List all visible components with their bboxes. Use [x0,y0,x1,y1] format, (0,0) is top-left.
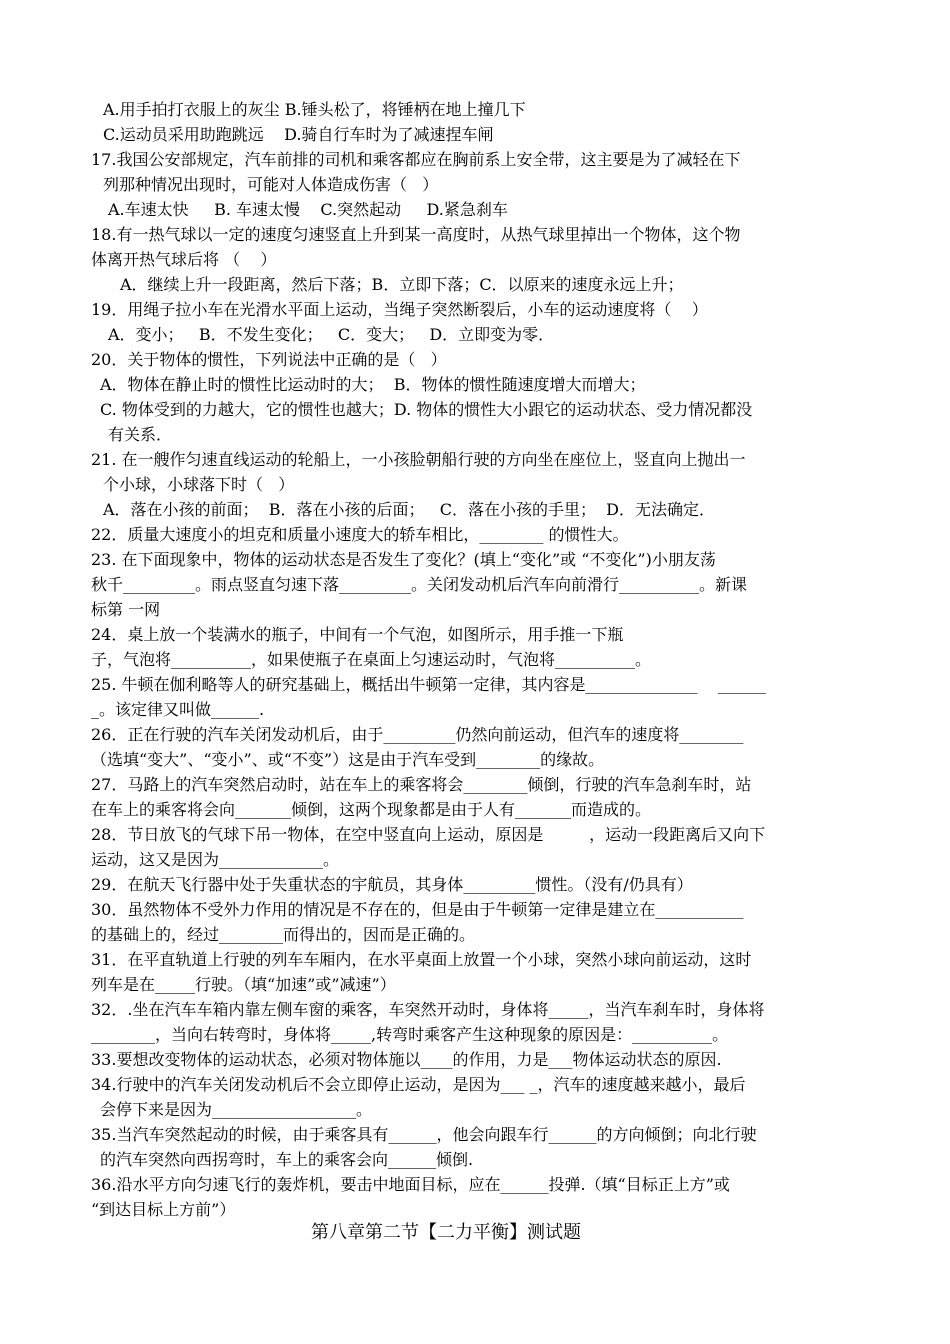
question-29: 29．在航天飞行器中处于失重状态的宇航员，其身体_________惯性。（没有/仍具有） [91,875,693,894]
options-line: A．变小； B．不发生变化； C．变大； D．立即变为零． [108,325,555,344]
text-line: 运动，这又是因为_____________。 [91,850,340,869]
section-title: 第八章第二节【二力平衡】测试题 [311,1222,581,1243]
options-line: C. 物体受到的力越大，它的惯性也越大；D. 物体的惯性大小跟它的运动状态、受力情况都没 [100,400,753,419]
text-line: 在车上的乘客将会向_______倾倒，这两个现象都是由于人有_______而造成的。 [91,800,652,819]
text-line: 列那种情况出现时，可能对人体造成伤害（ ） [103,175,439,194]
text-line: 子，气泡将__________，如果使瓶子在桌面上匀速运动时，气泡将__________。 [91,650,652,669]
question-28: 28．节日放飞的气球下吊一物体，在空中竖直向上运动，原因是 ，运动一段距离后又向下 [91,825,766,844]
question-35: 35.当汽车突然起动的时候，由于乘客具有______，他会向跟车行______的方向倾倒；向北行驶 [91,1125,757,1144]
text-line: 的汽车突然向西拐弯时，车上的乘客会向______倾倒. [100,1150,474,1169]
text-line: 会停下来是因为__________________。 [100,1100,373,1119]
text-line: （选填“变大”、“变小”、或“不变”）这是由于汽车受到________的缘故。 [91,750,605,769]
text-line: “到达目标上方前”） [91,1200,236,1219]
question-22: 22．质量大速度小的坦克和质量小速度大的轿车相比，________ 的惯性大。 [91,525,629,544]
question-26: 26．正在行驶的汽车关闭发动机后，由于_________仍然向前运动，但汽车的速度将________ [91,725,744,744]
question-17: 17.我国公安部规定，汽车前排的司机和乘客都应在胸前系上安全带，这主要是为了减轻在下 [91,150,741,169]
text-line: 有关系． [108,425,173,444]
question-25: 25. 牛顿在伽利略等人的研究基础上，概括出牛顿第一定律，其内容是______________ ______ [91,675,766,694]
text-line: _。该定律又叫做______. [91,700,265,719]
question-34: 34.行驶中的汽车关闭发动机后不会立即停止运动，是因为___ _，汽车的速度越来越小，最后 [91,1075,746,1094]
text-line: 秋千_________。雨点竖直匀速下落_________。关闭发动机后汽车向前滑行__________。新课 [91,575,748,594]
options-line: A.车速太快 B. 车速太慢 C.突然起动 D.紧急刹车 [108,200,508,219]
question-18: 18.有一热气球以一定的速度匀速竖直上升到某一高度时，从热气球里掉出一个物体，这个物 [91,225,741,244]
question-20: 20．关于物体的惯性，下列说法中正确的是（ ） [91,350,447,369]
question-30: 30．虽然物体不受外力作用的情况是不存在的，但是由于牛顿第一定律是建立在___________ [91,900,744,919]
question-36: 36.沿水平方向匀速飞行的轰炸机，要击中地面目标，应在______投弹.（填“目标正上方”或 [91,1175,730,1194]
text-line: ________，当向右转弯时，身体将_____,转弯时乘客产生这种现象的原因是：__________。 [91,1025,729,1044]
question-32: 32．.坐在汽车车箱内靠左侧车窗的乘客，车突然开动时，身体将_____，当汽车刹车时，身体将 [91,1000,765,1019]
options-line: A．继续上升一段距离，然后下落；B．立即下落；C．以原来的速度永远上升； [120,275,684,294]
text-line: 标第 一网 [91,600,161,619]
text-line: 个小球，小球落下时（ ） [103,475,295,494]
question-23: 23. 在下面现象中，物体的运动状态是否发生了变化？(填上“变化”或 “不变化”)小朋友荡 [91,550,716,569]
question-21: 21. 在一艘作匀速直线运动的轮船上，一小孩脸朝船行驶的方向坐在座位上，竖直向上抛出一 [91,450,746,469]
question-33: 33.要想改变物体的运动状态，必须对物体施以____的作用，力是___物体运动状态的原因. [91,1050,722,1069]
question-19: 19．用绳子拉小车在光滑水平面上运动，当绳子突然断裂后，小车的运动速度将（ ） [91,300,708,319]
question-24: 24．桌上放一个装满水的瓶子，中间有一个气泡，如图所示，用手推一下瓶 [91,625,624,644]
options-line: A．落在小孩的前面； B．落在小孩的后面； C．落在小孩的手里； D．无法确定． [103,500,715,519]
text-line: 的基础上的，经过________而得出的，因而是正确的。 [91,925,476,944]
text-line: C.运动员采用助跑跳远 D.骑自行车时为了减速捏车闸 [103,125,494,144]
options-line: A．物体在静止时的惯性比运动时的大； B．物体的惯性随速度增大而增大； [100,375,646,394]
text-line: 体离开热气球后将 （ ） [91,250,277,269]
question-31: 31．在平直轨道上行驶的列车车厢内，在水平桌面上放置一个小球，突然小球向前运动，这时 [91,950,752,969]
text-line: A.用手拍打衣服上的灰尘 B.锤头松了，将锤柄在地上撞几下 [103,100,526,119]
question-27: 27．马路上的汽车突然启动时，站在车上的乘客将会________倾倒，行驶的汽车急刹车时，站 [91,775,752,794]
text-line: 列车是在_____行驶。（填“加速”或”减速”） [91,975,396,994]
